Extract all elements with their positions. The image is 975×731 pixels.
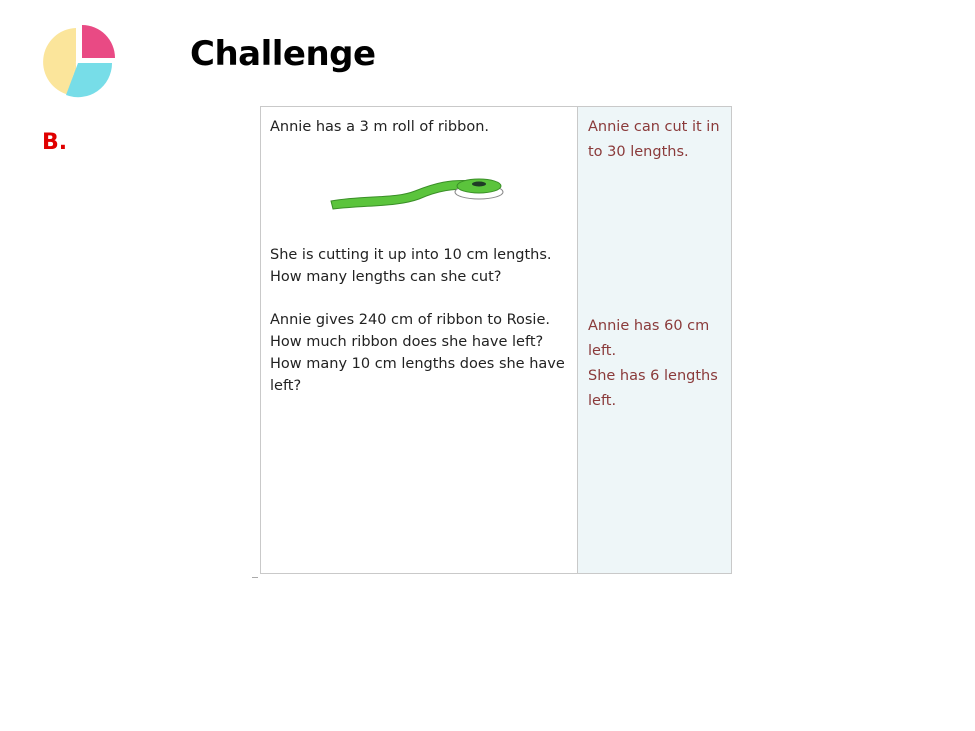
question-line: How much ribbon does she have left? <box>270 334 544 350</box>
answer-line: She has 6 lengths <box>588 368 718 384</box>
question-line: She is cutting it up into 10 cm lengths. <box>270 247 552 263</box>
question-intro: Annie has a 3 m roll of ribbon. <box>270 119 489 135</box>
question-part-1 <box>270 244 552 288</box>
answer-line: left. <box>588 393 617 409</box>
answer-line: left. <box>588 343 617 359</box>
answer-line: Annie can cut it in <box>588 119 720 135</box>
answer-line: Annie has 60 cm <box>588 318 710 334</box>
answer-line: to 30 lengths. <box>588 144 689 160</box>
answer-part-1 <box>588 115 723 165</box>
question-panel <box>260 106 732 574</box>
section-label: B. <box>42 130 68 155</box>
question-line: Annie gives 240 cm of ribbon to Rosie. <box>270 312 550 328</box>
question-part-2 <box>270 309 565 397</box>
pie-chart-logo-icon <box>36 24 122 98</box>
answer-column <box>577 107 731 573</box>
answer-part-2 <box>588 314 718 414</box>
question-line: left? <box>270 378 302 394</box>
page-title: Challenge <box>190 34 376 74</box>
divider-mark <box>252 574 258 578</box>
ribbon-roll-icon <box>325 169 509 213</box>
question-line: How many 10 cm lengths does she have <box>270 356 565 372</box>
question-column <box>261 107 577 573</box>
question-line: How many lengths can she cut? <box>270 269 502 285</box>
